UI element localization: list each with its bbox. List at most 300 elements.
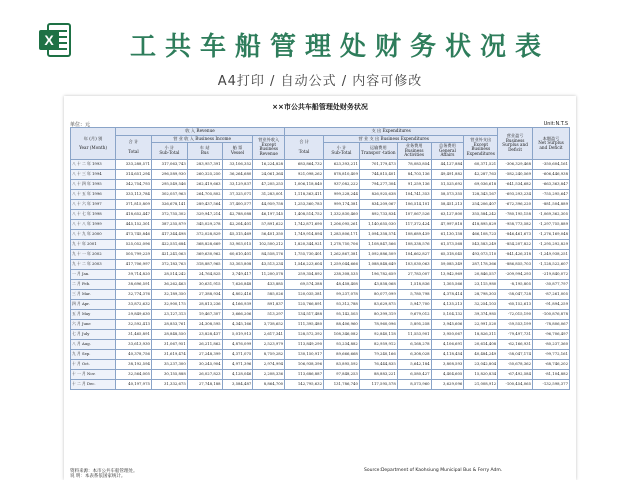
sheet-title: ××市公共车船管理处财务状况 bbox=[272, 103, 368, 111]
table-cell: 371,815,809 bbox=[116, 199, 152, 209]
table-cell: 26,027,823 bbox=[187, 369, 222, 379]
table-cell: 30,631,915 bbox=[187, 279, 222, 289]
table-cell: 53,303,808 bbox=[222, 259, 253, 269]
table-cell: 11,553,901 bbox=[397, 329, 431, 339]
table-cell: 5,947,700 bbox=[397, 299, 431, 309]
table-cell: -1,069,362,305 bbox=[533, 209, 570, 219]
finance-table bbox=[70, 127, 570, 390]
table-cell: 11,200,578 bbox=[253, 269, 285, 279]
table-cell: 46,197,145 bbox=[253, 209, 285, 219]
table-cell: 421,241,063 bbox=[151, 249, 187, 259]
table-cell: 701,179,473 bbox=[359, 159, 397, 169]
table-row bbox=[71, 259, 570, 269]
header-year-month: 年 (月) 别 Year (Month) bbox=[71, 128, 116, 160]
row-label: 八 十 二 年 1993 bbox=[71, 159, 116, 169]
table-cell: 69,574,388 bbox=[285, 279, 324, 289]
table-cell: 5,895,258 bbox=[397, 319, 431, 329]
header-revenue: 收 入 Revenue bbox=[116, 128, 285, 136]
table-cell: 76,444,835 bbox=[359, 359, 397, 369]
table-cell: 1,278,750,706 bbox=[324, 239, 360, 249]
table-cell: 333,288,571 bbox=[116, 159, 152, 169]
table-cell: 32,254,103 bbox=[464, 299, 498, 309]
table-row bbox=[71, 179, 570, 189]
table-cell: 40,378,756 bbox=[116, 349, 152, 359]
table-cell: 826,925,638 bbox=[359, 189, 397, 199]
table-cell: 31,465,891 bbox=[116, 329, 152, 339]
table-cell: -91,894,259 bbox=[533, 299, 570, 309]
table-cell: 107,067,526 bbox=[397, 209, 431, 219]
table-row bbox=[71, 299, 570, 309]
table-cell: -59,553,199 bbox=[498, 319, 533, 329]
table-cell: -1,297,755,889 bbox=[533, 219, 570, 229]
table-cell: 1,408,514,752 bbox=[285, 209, 324, 219]
table-cell: 6,580,427 bbox=[397, 369, 431, 379]
table-cell: 513,297 bbox=[253, 309, 285, 319]
table-cell: 40,197,975 bbox=[116, 379, 152, 389]
table-cell: 260,325,250 bbox=[187, 169, 222, 179]
page-title: 工共车船管理处财务状况表 bbox=[130, 32, 551, 62]
table-cell: 1,006,118,840 bbox=[285, 179, 324, 189]
table-cell: 295,549,546 bbox=[151, 179, 187, 189]
table-cell: 83,895,592 bbox=[324, 359, 360, 369]
unit-right: Unit:N.T.S bbox=[543, 121, 568, 127]
table-row bbox=[71, 319, 570, 329]
row-label: 十 一 月 Nov. bbox=[71, 369, 116, 379]
row-label: 九 十 一 年 2002 bbox=[71, 249, 116, 259]
table-cell: 18,826,311 bbox=[464, 329, 498, 339]
table-cell: 108,689,439 bbox=[397, 229, 431, 239]
table-cell: -846,461,673 bbox=[498, 229, 533, 239]
table-cell: 33,872,632 bbox=[116, 299, 152, 309]
table-cell: -72,015,190 bbox=[498, 309, 533, 319]
table-cell: 5,104,132 bbox=[431, 309, 464, 319]
row-label: 八 十 五 年 1996 bbox=[71, 189, 116, 199]
header-business-exp: 营 业 支 出 Business Expenditures bbox=[324, 135, 464, 143]
table-cell: 83,629,875 bbox=[359, 299, 397, 309]
table-row bbox=[71, 189, 570, 199]
table-cell: 345,029,278 bbox=[187, 219, 222, 229]
row-label: 六 月 June bbox=[71, 319, 116, 329]
table-cell: 1,259,044,666 bbox=[324, 259, 360, 269]
row-label: 八 十 三 年 1994 bbox=[71, 169, 116, 179]
table-cell: 28,853,761 bbox=[151, 319, 187, 329]
table-cell: 106,514,101 bbox=[397, 199, 431, 209]
table-row bbox=[71, 159, 570, 169]
table-cell: 372,028,829 bbox=[187, 229, 222, 239]
table-cell: 3,666,206 bbox=[222, 309, 253, 319]
table-cell: 254,206,407 bbox=[464, 199, 498, 209]
table-cell: 117,595,578 bbox=[359, 379, 397, 389]
table-cell: -209,994,293 bbox=[498, 269, 533, 279]
table-row bbox=[71, 289, 570, 299]
table-cell: 445,152,301 bbox=[116, 219, 152, 229]
table-cell: -78,806,067 bbox=[533, 319, 570, 329]
table-cell: 3,629,096 bbox=[431, 379, 464, 389]
table-cell: 1,253,360,783 bbox=[285, 199, 324, 209]
table-cell: 106,938,396 bbox=[285, 359, 324, 369]
table-cell: -80,237,360 bbox=[533, 339, 570, 349]
note: 说 明：本表系依国家统计。 bbox=[70, 474, 126, 479]
table-cell: -306,329,468 bbox=[498, 159, 533, 169]
table-row bbox=[71, 249, 570, 259]
table-cell: 120,035,381 bbox=[285, 289, 324, 299]
table-cell: 29,849,630 bbox=[116, 309, 152, 319]
table-cell: 8,573,960 bbox=[397, 379, 431, 389]
table-cell: 21,008,912 bbox=[464, 379, 498, 389]
table-cell: 318,887,965 bbox=[187, 259, 222, 269]
table-cell: -100,876,878 bbox=[533, 309, 570, 319]
table-cell: -58,047,174 bbox=[498, 349, 533, 359]
table-cell: 1,305,566 bbox=[431, 279, 464, 289]
table-cell: 892,733,834 bbox=[359, 209, 397, 219]
table-cell: 32,774,376 bbox=[116, 289, 152, 299]
table-cell: 69,036,618 bbox=[464, 179, 498, 189]
row-label: 九 月 Sep. bbox=[71, 349, 116, 359]
table-cell: 505,799,229 bbox=[116, 249, 152, 259]
table-cell: 31,332,675 bbox=[151, 379, 187, 389]
table-cell: 1,140,655,030 bbox=[359, 219, 397, 229]
table-cell: 117,372,424 bbox=[397, 219, 431, 229]
table-cell: 31,619,474 bbox=[151, 349, 187, 359]
table-cell: 4,128,046 bbox=[222, 369, 253, 379]
table-cell: -100,454,065 bbox=[498, 379, 533, 389]
table-cell: 1,546,223,604 bbox=[285, 259, 324, 269]
table-cell: 999,174,381 bbox=[324, 199, 360, 209]
table-cell: 40,484,249 bbox=[464, 349, 498, 359]
table-cell: 8,864,700 bbox=[253, 379, 285, 389]
table-cell: 56,401,350 bbox=[253, 229, 285, 239]
table-cell: 289,437,564 bbox=[187, 199, 222, 209]
table-cell: 543,583,249 bbox=[464, 239, 498, 249]
table-cell: 39,714,820 bbox=[116, 269, 152, 279]
table-cell: 27,248,399 bbox=[187, 349, 222, 359]
table-row bbox=[71, 219, 570, 229]
header-business-income: 营 业 收 入 Business Income bbox=[151, 135, 252, 143]
table-cell: 60,371,521 bbox=[464, 159, 498, 169]
table-cell: 422,551,684 bbox=[151, 239, 187, 249]
table-row bbox=[71, 349, 570, 359]
source-en: Source:Department of Kaohsiung Municipal Bus & Ferry Adm. bbox=[364, 468, 503, 473]
table-cell: 3,738,652 bbox=[253, 319, 285, 329]
row-label: 八 十 七 年 1998 bbox=[71, 209, 116, 219]
table-cell: 43,513,234 bbox=[253, 259, 285, 269]
table-cell: 32,564,005 bbox=[116, 369, 152, 379]
table-row bbox=[71, 369, 570, 379]
table-cell: -81,104,882 bbox=[533, 369, 570, 379]
table-cell: 111,395,480 bbox=[285, 319, 324, 329]
table-cell: 33,613,930 bbox=[116, 339, 152, 349]
table-cell: 2,208,336 bbox=[253, 369, 285, 379]
table-cell: 84,703,136 bbox=[397, 169, 431, 179]
table-cell: 108,346,082 bbox=[324, 329, 360, 339]
table-cell: 28,848,550 bbox=[151, 329, 187, 339]
table-cell: 28,798,303 bbox=[464, 289, 498, 299]
table-cell: 38,696,591 bbox=[116, 279, 152, 289]
table-cell: 7,626,848 bbox=[222, 279, 253, 289]
row-label: 九 十 二 年 2003 bbox=[71, 259, 116, 269]
svg-text:X: X bbox=[44, 32, 54, 48]
table-cell: 4,135,213 bbox=[431, 299, 464, 309]
table-cell: 296,589,930 bbox=[151, 169, 187, 179]
table-cell: 93,312,788 bbox=[324, 299, 360, 309]
table-cell: -58,047,728 bbox=[498, 289, 533, 299]
table-cell: -219,840,072 bbox=[533, 269, 570, 279]
header-subtotal: 小 计 Sub-Total bbox=[151, 143, 187, 160]
table-cell: 333,113,784 bbox=[116, 189, 152, 199]
table-cell: 32,189,350 bbox=[151, 289, 187, 299]
table-cell: 329,947,214 bbox=[187, 209, 222, 219]
row-label: 十 二 月 Dec. bbox=[71, 379, 116, 389]
row-label: 八 十 八 年 1999 bbox=[71, 219, 116, 229]
table-cell: 1,755,730,401 bbox=[285, 249, 324, 259]
table-cell: 19,467,307 bbox=[187, 309, 222, 319]
table-row bbox=[71, 229, 570, 239]
table-cell: -582,240,569 bbox=[498, 169, 533, 179]
table-cell: 51,525,692 bbox=[431, 179, 464, 189]
table-cell: 23,042,804 bbox=[464, 359, 498, 369]
table-cell: -672,396,220 bbox=[498, 199, 533, 209]
table-cell: 2,617,341 bbox=[253, 329, 285, 339]
table-cell: -87,261,005 bbox=[533, 289, 570, 299]
table-cell: 1,262,867,381 bbox=[324, 249, 360, 259]
table-cell: 4,345,166 bbox=[222, 319, 253, 329]
page-subtitle: A4打印 / 自动公式 / 内容可修改 bbox=[217, 74, 423, 89]
row-label: 七 月 July bbox=[71, 329, 116, 339]
header-bus: 车 站 Bus bbox=[187, 143, 222, 160]
table-cell: 37,325,071 bbox=[222, 189, 253, 199]
table-cell: 264,705,802 bbox=[187, 189, 222, 199]
table-cell: 1,108,847,566 bbox=[359, 239, 397, 249]
table-cell: 60,610,401 bbox=[222, 249, 253, 259]
table-cell: 1,092,886,509 bbox=[359, 249, 397, 259]
table-cell: 355,584,242 bbox=[464, 209, 498, 219]
table-cell: 108,338,576 bbox=[397, 239, 431, 249]
table-cell: -854,207,822 bbox=[498, 239, 533, 249]
table-cell: 418,895,829 bbox=[464, 219, 498, 229]
table-cell: -79,497,731 bbox=[498, 329, 533, 339]
table-cell: 342,754,793 bbox=[116, 179, 152, 189]
header-general: 总务费用 General Affairs bbox=[431, 143, 464, 160]
unit-left: 单位：元 bbox=[70, 122, 91, 128]
table-cell: 4,106,691 bbox=[431, 339, 464, 349]
table-cell: 31,283,001 bbox=[253, 189, 285, 199]
row-label: 八 十 九 年 2000 bbox=[71, 229, 116, 239]
table-cell: 623,393,211 bbox=[324, 159, 360, 169]
table-cell: -886,855,703 bbox=[498, 259, 533, 269]
table-cell: 79,240,166 bbox=[359, 349, 397, 359]
header-nonbiz-exp: 营业外支出 Except Business Expenditures bbox=[464, 135, 498, 159]
table-cell: -60,152,613 bbox=[498, 299, 533, 309]
table-cell: -1,128,522,607 bbox=[533, 259, 570, 269]
table-cell: 48,458,408 bbox=[324, 279, 360, 289]
table-cell: 33,106,352 bbox=[222, 159, 253, 169]
table-cell: 314,651,294 bbox=[116, 169, 152, 179]
page-header bbox=[0, 0, 640, 96]
row-label: 四 月 Apr. bbox=[71, 299, 116, 309]
table-row bbox=[71, 239, 570, 249]
table-cell: 128,572,392 bbox=[285, 329, 324, 339]
table-cell: 80,399,319 bbox=[359, 309, 397, 319]
row-label: 一 月 Jan. bbox=[71, 269, 116, 279]
table-cell: 4,802,416 bbox=[222, 289, 253, 299]
header-transport: 运输费用 Transpor -tation bbox=[359, 143, 397, 160]
table-cell: 28,514,242 bbox=[151, 269, 187, 279]
table-cell: 32,592,413 bbox=[116, 319, 152, 329]
table-cell: 1,283,806,171 bbox=[324, 229, 360, 239]
table-cell: 61,130,158 bbox=[431, 229, 464, 239]
table-cell: 37,400,577 bbox=[222, 199, 253, 209]
table-row bbox=[71, 269, 570, 279]
table-cell: 95,142,503 bbox=[324, 309, 360, 319]
table-cell: 937,082,222 bbox=[324, 179, 360, 189]
header-net-surplus: 本期盈亏 Net Surplus and Deficit bbox=[533, 128, 570, 160]
table-cell: 5,642,184 bbox=[397, 359, 431, 369]
table-cell: 91,259,136 bbox=[397, 179, 431, 189]
table-cell: 44,959,758 bbox=[253, 199, 285, 209]
table-cell: 369,630,962 bbox=[187, 249, 222, 259]
table-cell: 113,849,290 bbox=[285, 339, 324, 349]
table-cell: 302,057,963 bbox=[151, 189, 187, 199]
table-cell: 99,237,078 bbox=[324, 289, 360, 299]
table-cell: 196,782,659 bbox=[359, 269, 397, 279]
table-row bbox=[71, 209, 570, 219]
table-cell: 283,957,391 bbox=[187, 159, 222, 169]
row-label: 二 月 Feb. bbox=[71, 279, 116, 289]
table-cell: 4,971,396 bbox=[222, 359, 253, 369]
table-cell: 683,864,732 bbox=[285, 159, 324, 169]
table-cell: 26,211,862 bbox=[187, 339, 222, 349]
table-cell: -96,706,497 bbox=[533, 329, 570, 339]
table-cell: 78,960,096 bbox=[359, 319, 397, 329]
table-cell: 744,815,401 bbox=[359, 169, 397, 179]
table-cell: 134,517,488 bbox=[285, 309, 324, 319]
table-row bbox=[71, 379, 570, 389]
table-cell: 317,063,743 bbox=[151, 159, 187, 169]
table-cell: 3,808,593 bbox=[431, 359, 464, 369]
table-cell: 82,959,912 bbox=[359, 339, 397, 349]
table-cell: 3,950,067 bbox=[431, 329, 464, 339]
table-cell: 89,666,668 bbox=[324, 349, 360, 359]
table-cell: 24,308,595 bbox=[187, 319, 222, 329]
table-cell: 24,764,825 bbox=[187, 269, 222, 279]
row-label: 八 十 四 年 1995 bbox=[71, 179, 116, 189]
header-exp-total: 合 计 Total bbox=[285, 135, 324, 159]
table-cell: 1,118,363,411 bbox=[285, 189, 324, 199]
table-cell: 49,491,882 bbox=[431, 169, 464, 179]
table-cell: 44,127,884 bbox=[431, 159, 464, 169]
table-cell: 2,523,979 bbox=[253, 339, 285, 349]
table-cell: 31,067,951 bbox=[151, 339, 187, 349]
table-row bbox=[71, 339, 570, 349]
table-cell: 80,077,099 bbox=[359, 289, 397, 299]
table-cell: 6,168,278 bbox=[397, 339, 431, 349]
row-label: 十 月 Oct. bbox=[71, 359, 116, 369]
table-cell: 38,192,594 bbox=[116, 359, 152, 369]
row-label: 三 月 Mar. bbox=[71, 289, 116, 299]
table-cell: 142,795,632 bbox=[285, 379, 324, 389]
row-label: 八 月 Aug. bbox=[71, 339, 116, 349]
table-cell: 921,098,262 bbox=[285, 169, 324, 179]
table-cell: 1,820,344,921 bbox=[285, 239, 324, 249]
table-cell: 8,759,282 bbox=[253, 349, 285, 359]
table-cell: 585,026 bbox=[253, 289, 285, 299]
table-cell: 130,150,917 bbox=[285, 349, 324, 359]
table-cell: 794,277,304 bbox=[359, 179, 397, 189]
table-cell: 59,085,349 bbox=[431, 259, 464, 269]
table-cell: 113,686,887 bbox=[285, 369, 324, 379]
table-cell: 125,766,891 bbox=[285, 299, 324, 309]
table-cell: 58,573,355 bbox=[431, 189, 464, 199]
header-vessel: 船 票 Vessel bbox=[222, 143, 253, 160]
table-cell: 84,558,176 bbox=[253, 249, 285, 259]
table-cell: 372,755,302 bbox=[151, 209, 187, 219]
table-cell: 30,155,888 bbox=[151, 369, 187, 379]
row-label: 九 十 年 2001 bbox=[71, 239, 116, 249]
table-cell: 103,030,063 bbox=[397, 259, 431, 269]
table-cell: 999,228,244 bbox=[324, 189, 360, 199]
table-cell: 2,974,994 bbox=[253, 359, 285, 369]
table-cell: 42,287,763 bbox=[464, 169, 498, 179]
table-cell: 47,997,818 bbox=[431, 219, 464, 229]
table-cell: 23,828,437 bbox=[187, 329, 222, 339]
table-cell: 36,262,463 bbox=[151, 279, 187, 289]
table-cell: -350,604,161 bbox=[533, 159, 570, 169]
table-cell: 36,264,680 bbox=[222, 169, 253, 179]
table-cell: 5,780,798 bbox=[397, 289, 431, 299]
table-cell: 4,118,454 bbox=[431, 349, 464, 359]
table-cell: 78,083,854 bbox=[397, 159, 431, 169]
table-cell: 20,846,557 bbox=[464, 269, 498, 279]
header-expenditures: 支 出 Expenditures bbox=[285, 128, 498, 136]
table-cell: 5,019,913 bbox=[222, 329, 253, 339]
table-cell: 466,108,723 bbox=[464, 229, 498, 239]
table-cell: 63,127,800 bbox=[431, 209, 464, 219]
table-cell: -641,534,682 bbox=[498, 179, 533, 189]
header-total: 合 计 Total bbox=[116, 135, 152, 159]
spreadsheet-preview bbox=[64, 96, 576, 480]
table-row bbox=[71, 199, 570, 209]
header-nonbiz-income: 营业外收入 Except Business Revenue bbox=[253, 135, 285, 159]
table-cell: 104,662,827 bbox=[397, 249, 431, 259]
excel-icon bbox=[38, 22, 72, 58]
table-cell: 131,786,740 bbox=[324, 379, 360, 389]
header-business-act: 业务费用 Business Activities bbox=[397, 143, 431, 160]
table-cell: 878,810,409 bbox=[324, 169, 360, 179]
table-cell: 92,840,118 bbox=[359, 329, 397, 339]
table-cell: -841,426,318 bbox=[498, 249, 533, 259]
table-cell: 1,088,848,649 bbox=[359, 259, 397, 269]
table-cell: -50,678,362 bbox=[498, 359, 533, 369]
table-cell: -62,166,931 bbox=[498, 339, 533, 349]
table-cell: 1,742,871,690 bbox=[285, 219, 324, 229]
table-cell: 22,991,520 bbox=[464, 319, 498, 329]
table-body bbox=[71, 159, 570, 389]
table-cell: 4,876,099 bbox=[222, 339, 253, 349]
table-cell: 16,224,828 bbox=[253, 159, 285, 169]
table-cell: 417,706,997 bbox=[116, 259, 152, 269]
table-row bbox=[71, 309, 570, 319]
table-cell: 88,406,960 bbox=[324, 319, 360, 329]
table-cell: 58,451,213 bbox=[431, 199, 464, 209]
row-label: 五 月 May bbox=[71, 309, 116, 319]
table-cell: 102,500,212 bbox=[253, 239, 285, 249]
table-cell: 1,094,358,574 bbox=[359, 229, 397, 239]
table-row bbox=[71, 359, 570, 369]
table-cell: 27,388,934 bbox=[187, 289, 222, 299]
table-cell: 88,883,221 bbox=[359, 369, 397, 379]
table-cell: 1,206,095,261 bbox=[324, 219, 360, 229]
table-cell: 891,837 bbox=[253, 299, 285, 309]
